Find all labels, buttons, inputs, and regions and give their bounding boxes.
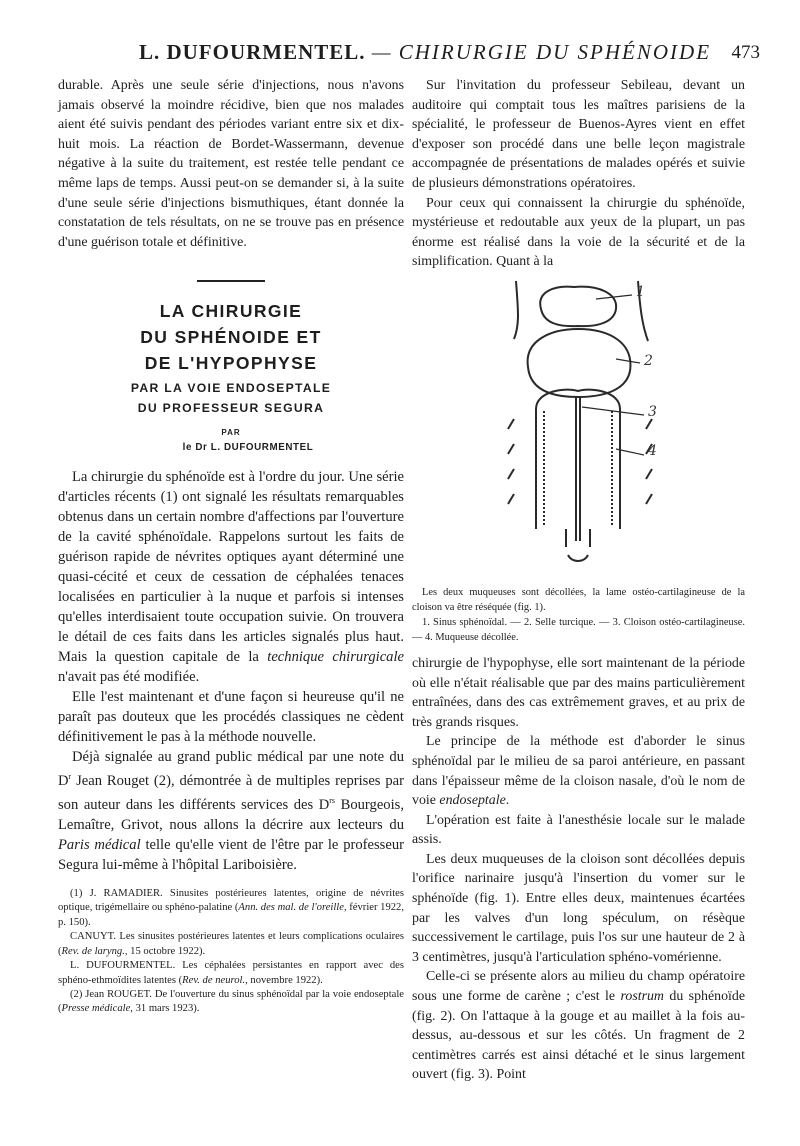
figure-caption [412, 585, 745, 645]
sella-turcica-shape [540, 287, 616, 327]
body-paragraph-2: Elle l'est maintenant et d'une façon si heureuse qu'il ne paraît pas douteux que les procédés classiques ne cèdent définitivement le pas à la méthode nouvelle. [58, 689, 404, 746]
footnote-2-a: CANUYT. Les sinusites postérieures latentes et leurs complications oculaires ( [58, 931, 404, 957]
footnote-1 [58, 887, 404, 930]
right-paragraph-3: chirurgie de l'hypophyse, elle sort maintenant de la période où elle n'était réalisable que par des mains particulièrement entraînées, dans des cas extrêmement graves, et au prix de très grands risques. [412, 655, 745, 730]
leader-line-1 [616, 359, 640, 363]
subtitle-line-1: PAR LA VOIE ENDOSEPTALE [130, 381, 332, 396]
rostrum-emphasis: rostrum [620, 989, 664, 1005]
nostril-curve [568, 555, 588, 561]
body-paragraph-1 [58, 467, 404, 687]
body-paragraph-3 [58, 747, 404, 875]
caption-main: Les deux muqueuses sont décollées, la lame ostéo-cartilagineuse de la cloison va être réséquée (fig. 1). [412, 586, 745, 613]
p4-part-b: . [505, 793, 510, 809]
footnote-2 [58, 930, 404, 959]
title-line-1: LA CHIRURGIE [159, 301, 303, 322]
figure-label-2: 1 [636, 283, 645, 300]
article-title-block [58, 280, 404, 455]
byline-par: PAR [221, 428, 241, 438]
p4-part-a: Le principe de la méthode est d'aborder le sinus sphénoïdal par le milieu de sa paroi antérieure, en passant dans l'épaisseur même de la cloison nasale, d'où le nom de voie [412, 734, 745, 809]
leader-line-3 [582, 407, 644, 415]
p3-sup-1: r [68, 772, 72, 782]
p3-part-c: Bourgeois, Lemaître, Grivot, nous allons la décrire aux lecteurs du [58, 797, 404, 834]
footnotes [58, 887, 404, 1017]
osteocartilaginous-septum [576, 397, 580, 541]
right-paragraph-1: Sur l'invitation du professeur Sebileau, devant un auditoire qui comptait tous les maîtres parisiens de la spécialité, le professeur de Buenos-Ayres vient en effet d'exposer son procédé dans une belle leçon magistrale accompagnée de présentations de malades opérés et suivie de plusieurs démonstrations opératoires. [412, 78, 745, 191]
septum-arch [536, 390, 620, 409]
footnote-3 [58, 959, 404, 988]
right-paragraph-7 [412, 967, 745, 1085]
page-number: 473 [731, 42, 760, 63]
p7-part-a: Celle-ci se présente alors au milieu du champ opératoire sous une forme de carène ; c'est le [412, 969, 745, 1005]
footnote-4-source: Presse médicale [61, 1003, 131, 1015]
technique-emphasis: technique chirurgicale [267, 649, 404, 666]
footnote-1-b: , février 1922, p. 150). [58, 902, 405, 928]
footnote-4 [58, 988, 404, 1017]
figure-1 [412, 275, 745, 585]
sphenoid-diagram [506, 279, 666, 579]
p3-part-d: telle qu'elle vient de l'être par le professeur Segura lui-même à l'hôpital Lariboisière. [58, 837, 404, 874]
subtitle-line-2: DU PROFESSEUR SEGURA [137, 401, 325, 416]
footnote-4-b: , 31 mars 1923). [130, 1003, 200, 1015]
running-header [60, 40, 770, 72]
header-journal-title: CHIRURGIE DU SPHÉNOIDE [398, 40, 712, 64]
footnote-1-source: Ann. des mal. de l'oreille [238, 902, 344, 914]
footnote-4-a: (2) Jean ROUGET. De l'ouverture du sinus sphénoïdal par la voie endoseptale ( [58, 988, 404, 1015]
figure-label-1: 2 [644, 352, 653, 369]
running-title [125, 40, 725, 65]
journal-emphasis: Paris médical [58, 837, 141, 854]
intro-paragraph: durable. Après une seule série d'injections, nous n'avons jamais observé la moindre récidive, bien que nos malades aient été suivis pendant des périodes variant entre six et dix-huit mois. La réaction de Bordet-Wassermann, devenue négative à la suite du traitement, est restée telle pendant ce même laps de temps. Aussi peut-on se demander si, à la suite d'une seule série d'injections bismuthiques, étant donnée la constatation de tels résultats, on ne se trouve pas en présence d'une guérison totale et définitive. [58, 78, 404, 250]
footnote-3-b: , novembre 1922). [245, 974, 323, 986]
p7-part-b: du sphénoïde (fig. 2). On l'attaque à la gouge et au maillet à la fois au-dessus, au-dessous et sur les côtés. Un fragment de 2 centimètres carrés est ainsi détaché et le sinus largement ouvert (fig. 3). Point [412, 989, 745, 1083]
p3-part-a: Déjà signalée au grand public médical par une note du D [58, 749, 404, 790]
header-dash: — [371, 40, 393, 64]
right-paragraph-5: L'opération est faite à l'anesthésie locale sur le malade assis. [412, 812, 745, 848]
caption-legend: 1. Sinus sphénoïdal. — 2. Selle turcique. — 3. Cloison ostéo-cartilagineuse. — 4. Muqueuse décollée. [412, 616, 745, 643]
endoseptale-emphasis: endoseptale [439, 793, 506, 809]
title-line-2: DU SPHÉNOIDE ET [140, 327, 322, 348]
sphenoid-sinus-shape [528, 329, 631, 397]
footnote-3-source: Rev. de neurol. [182, 974, 246, 986]
footnote-3-a: L. DUFOURMENTEL. Les céphalées persistantes en rapport avec des sphéno-ethmoïdites latentes ( [58, 960, 404, 986]
speculum-valves [566, 529, 590, 547]
body-paragraph-1-text: La chirurgie du sphénoïde est à l'ordre du jour. Une série d'articles récents (1) ont signalé les résultats remarquables obtenus dans un certain nombre d'affections par l'ouverture de la cavité sphénoïdale. Rappelons surtout les faits de guérison rapide de névrites optiques ayant déterminé une quasi-cécité et ceux de cessation de céphalées tenaces localisées en particulier à la nuque et parfois si intenses qu'elles interdisaient toute occupation suivie. On trouvera le détail de ces faits dans les articles signalés plus haut. Mais la question capitale de la [58, 469, 404, 666]
byline-author: le Dr L. DUFOURMENTEL [182, 442, 314, 454]
title-line-3: DE L'HYPOPHYSE [144, 353, 318, 374]
right-paragraph-2: Pour ceux qui connaissent la chirurgie du sphénoïde, mystérieuse et redoutable aux yeux de la plupart, un pas énorme est réalisé dans la voie de la sécurité et de la simplification. Quant à la [412, 195, 745, 270]
figure-label-3: 3 [648, 403, 657, 420]
footnote-2-b: , 15 octobre 1922). [124, 945, 206, 957]
body-paragraph-1-end: n'avait pas été modifiée. [58, 669, 200, 686]
footnote-1-a: (1) J. RAMADIER. Sinusites postérieures latentes, origine de névrites optique, trigémellaire ou sphéno-palatine ( [58, 888, 404, 914]
p3-sup-2: rs [329, 796, 336, 806]
left-outline [514, 281, 518, 339]
left-column [58, 76, 404, 1017]
title-separator [197, 280, 265, 282]
footnote-2-source: Rev. de laryng. [61, 945, 125, 957]
header-author: L. DUFOURMENTEL. [138, 40, 366, 64]
right-paragraph-6: Les deux muqueuses de la cloison sont décollées depuis l'orifice narinaire jusqu'à l'insertion du vomer sur le sphénoïde (fig. 1). Entre elles deux, maintenues écartées par les valves d'un long spéculum, on résèque successivement le cartilage, puis l'os sur une hauteur de 2 à 3 centimètres, jusqu'à l'articulation sphéno-vomérienne. [412, 851, 745, 965]
right-column [412, 76, 745, 1085]
p3-part-b: Jean Rouget (2), démontrée à de multiples reprises par son auteur dans les différents services des D [58, 773, 404, 814]
right-paragraph-4 [412, 732, 745, 810]
figure-label-4: 4 [648, 442, 657, 459]
